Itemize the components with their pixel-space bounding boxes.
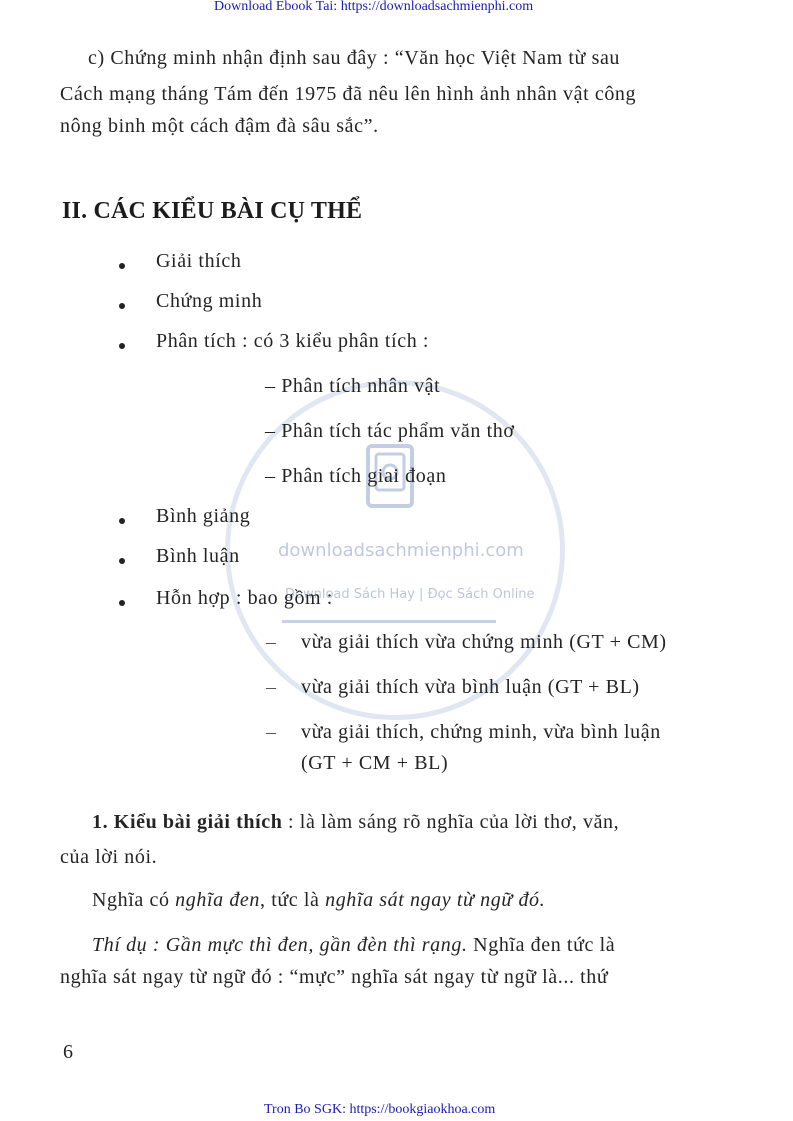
bullet-binh-luan: Bình luận <box>156 545 240 567</box>
dash-marker: – <box>266 721 277 743</box>
analysis-type-3: – Phân tích giai đoạn <box>265 465 447 487</box>
watermark-site: downloadsachmienphi.com <box>278 540 524 561</box>
bullet-phan-tich: Phân tích : có 3 kiểu phân tích : <box>156 330 430 352</box>
mixed-type-3-abbr: (GT + CM + BL) <box>301 752 449 774</box>
dash-marker: – <box>266 631 277 653</box>
example-line-2: nghĩa sát ngay từ ngữ đó : “mực” nghĩa sát ngay từ ngữ là... thứ <box>60 966 609 988</box>
meaning-text-2: , tức là <box>260 889 326 911</box>
bullet-chung-minh: Chứng minh <box>156 290 263 312</box>
section-heading: II. CÁC KIỂU BÀI CỤ THỂ <box>62 198 363 224</box>
bullet-giai-thich: Giải thích <box>156 250 242 272</box>
section-1-title-line <box>92 811 619 834</box>
watermark-underline <box>282 620 496 623</box>
intro-line-1: c) Chứng minh nhận định sau đây : “Văn học Việt Nam từ sau <box>88 47 621 69</box>
analysis-type-2: – Phân tích tác phẩm văn thơ <box>265 420 515 442</box>
intro-line-3: nông binh một cách đậm đà sâu sắc”. <box>60 115 379 137</box>
bullet-dot <box>119 263 125 269</box>
footer-sgk-link[interactable]: Tron Bo SGK: https://bookgiaokhoa.com <box>264 1102 496 1117</box>
bullet-dot <box>119 558 125 564</box>
page-number: 6 <box>63 1041 74 1063</box>
bullet-hon-hop: Hỗn hợp : bao gồm : <box>156 587 333 609</box>
intro-line-2: Cách mạng tháng Tám đến 1975 đã nêu lên hình ảnh nhân vật công <box>60 83 637 105</box>
mixed-type-1: vừa giải thích vừa chứng minh (GT + CM) <box>301 631 667 653</box>
dash-marker: – <box>266 676 277 698</box>
header-download-link[interactable]: Download Ebook Tai: https://downloadsachmienphi.com <box>214 0 534 14</box>
mixed-type-3: vừa giải thích, chứng minh, vừa bình luận <box>301 721 661 743</box>
section-1-title: 1. Kiểu bài giải thích <box>92 811 283 833</box>
section-1-line-2: của lời nói. <box>60 846 158 868</box>
bullet-dot <box>119 518 125 524</box>
bullet-binh-giang: Bình giảng <box>156 505 251 527</box>
meaning-paragraph <box>92 889 545 912</box>
example-line-1 <box>92 934 615 957</box>
watermark-tagline: Download Sách Hay | Đọc Sách Online <box>285 587 535 602</box>
meaning-term: nghĩa đen <box>175 889 260 911</box>
meaning-definition: nghĩa sát ngay từ ngữ đó. <box>325 889 546 911</box>
section-1-definition: : là làm sáng rõ nghĩa của lời thơ, văn, <box>282 811 620 833</box>
bullet-dot <box>119 343 125 349</box>
mixed-type-2: vừa giải thích vừa bình luận (GT + BL) <box>301 676 640 698</box>
bullet-dot <box>119 303 125 309</box>
meaning-text-1: Nghĩa có <box>92 889 176 911</box>
bullet-dot <box>119 600 125 606</box>
example-explanation: Nghĩa đen tức là <box>467 934 616 956</box>
example-proverb: Thí dụ : Gần mực thì đen, gần đèn thì rạng. <box>92 934 468 956</box>
analysis-type-1: – Phân tích nhân vật <box>265 375 441 397</box>
